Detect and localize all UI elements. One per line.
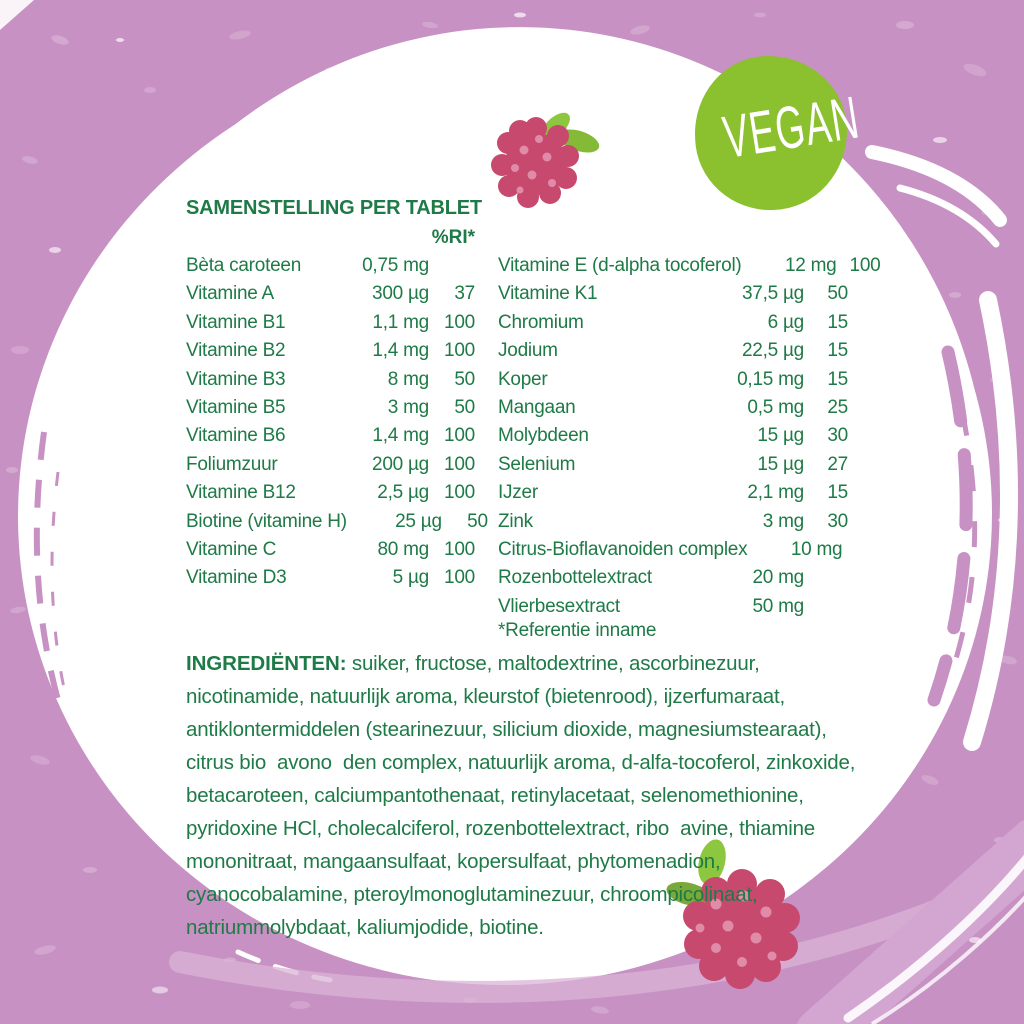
nutrient-name: Vitamine D3 (186, 567, 287, 589)
nutrient-rdi: 100 (444, 567, 475, 589)
table-row (498, 394, 848, 422)
nutrient-name: Jodium (498, 340, 558, 362)
nutrient-amount: 22,5 µg (741, 340, 804, 362)
nutrition-table-left (186, 252, 488, 593)
nutrient-amount: 1,1 mg (372, 311, 429, 333)
nutrient-name: Rozenbottelextract (498, 567, 652, 589)
nutrient-amount: 6 µg (767, 311, 804, 333)
nutrient-amount: 200 µg (372, 453, 429, 475)
nutrient-rdi: 100 (444, 311, 475, 333)
nutrient-name: Vitamine B1 (186, 311, 286, 333)
nutrient-name: Selenium (498, 453, 576, 475)
nutrient-name: Zink (498, 510, 533, 532)
nutrient-amount: 5 µg (392, 567, 429, 589)
nutrient-name: Citrus-Bioflavanoiden complex (498, 538, 748, 560)
ingredients-text: suiker, fructose, maltodextrine, ascorbinezuur, nicotinamide, natuurlijk aroma, kleurstof (bietenrood), ijzerfumaraat, antiklontermiddelen (stearinezuur, silicium dioxide, magnesiumstearaat), citrus bio avono den complex, natuurlijk aroma, d-alfa-tocoferol, zinkoxide, betacaroteen, calciumpantothenaat, retinylacetaat, selenomethionine, pyridoxine HCl, cholecalciferol, rozenbottelextract, ribo avine, thiamine mononitraat, mangaansulfaat, kopersulfaat, phytomenadion, cyanocobalamine, pteroylmonoglutaminezuur, chroompicolinaat, natriummolybdaat, kaliumjodide, biotine. (186, 652, 861, 939)
nutrient-name: Vitamine B3 (186, 368, 286, 390)
table-row (186, 536, 475, 564)
nutrient-name: IJzer (498, 482, 538, 504)
nutrient-rdi: 15 (827, 368, 848, 390)
corner-brush-sliver (0, 0, 34, 30)
nutrient-amount: 0,75 mg (362, 255, 429, 276)
table-row (186, 451, 475, 479)
nutrient-rdi: 50 (467, 510, 488, 532)
nutrient-amount: 300 µg (372, 283, 429, 305)
table-row (498, 508, 848, 536)
table-row (186, 366, 475, 394)
nutrient-rdi: 100 (849, 255, 881, 276)
table-row (186, 252, 475, 280)
nutrient-amount: 15 µg (757, 453, 804, 475)
nutrient-amount: 80 mg (377, 538, 429, 560)
table-row (186, 309, 475, 337)
nutrient-name: Vlierbesextract (498, 595, 620, 617)
nutrient-name: Mangaan (498, 396, 576, 418)
table-row (186, 394, 475, 422)
nutrient-name: Biotine (vitamine H) (186, 510, 347, 532)
table-row (498, 422, 848, 450)
nutrient-amount: 25 µg (395, 510, 442, 532)
nutrient-name: Vitamine E (d-alpha tocoferol) (498, 255, 742, 276)
table-row (186, 479, 475, 507)
nutrient-rdi: 15 (827, 340, 848, 362)
nutrient-amount: 50 mg (752, 595, 804, 617)
nutrient-name: Vitamine A (186, 283, 274, 305)
composition-title: SAMENSTELLING PER TABLET (186, 197, 482, 219)
nutrient-amount: 20 mg (752, 567, 804, 589)
nutrient-amount: 8 mg (387, 368, 429, 390)
nutrient-name: Foliumzuur (186, 453, 278, 475)
nutrient-rdi: 25 (827, 396, 848, 418)
nutrient-amount: 2,1 mg (747, 482, 804, 504)
nutrient-amount: 0,15 mg (737, 368, 804, 390)
nutrient-amount: 10 mg (790, 538, 843, 560)
table-row (498, 536, 848, 564)
nutrient-name: Chromium (498, 311, 584, 333)
nutrient-rdi: 30 (827, 510, 848, 532)
nutrient-name: Vitamine B5 (186, 396, 286, 418)
table-row (498, 564, 848, 592)
table-row (498, 252, 881, 280)
nutrient-rdi: 100 (444, 340, 475, 362)
nutrient-amount: 15 µg (757, 425, 804, 447)
nutrient-name: Vitamine B6 (186, 425, 286, 447)
ingredients-label: INGREDIËNTEN: (186, 652, 347, 675)
vegan-badge-label: VEGAN (718, 83, 865, 171)
nutrient-amount: 2,5 µg (377, 482, 429, 504)
nutrient-rdi: 50 (454, 396, 475, 418)
nutrient-name: Molybdeen (498, 425, 589, 447)
table-row (186, 422, 475, 450)
nutrient-amount: 1,4 mg (372, 340, 429, 362)
nutrient-name: Vitamine C (186, 538, 277, 560)
nutrition-table-right (498, 252, 881, 621)
nutrient-rdi (429, 252, 475, 280)
nutrient-name: Koper (498, 368, 548, 390)
nutrient-amount: 0,5 mg (747, 396, 804, 418)
table-row (498, 593, 848, 621)
nutrient-rdi: 15 (827, 482, 848, 504)
ingredients-paragraph (186, 647, 880, 944)
nutrient-name: Vitamine K1 (498, 283, 598, 305)
nutrient-name: Vitamine B12 (186, 482, 296, 504)
nutrient-rdi: 37 (454, 283, 475, 305)
nutrient-amount: 3 mg (387, 396, 429, 418)
nutrient-rdi: 100 (444, 453, 475, 475)
table-row (498, 479, 848, 507)
nutrient-rdi: 50 (454, 368, 475, 390)
table-row (186, 508, 488, 536)
nutrient-amount: 1,4 mg (372, 425, 429, 447)
reference-intake-footnote: *Referentie inname (498, 620, 657, 641)
nutrient-rdi: 100 (444, 538, 475, 560)
nutrient-rdi: 27 (827, 453, 848, 475)
nutrient-amount: 12 mg (784, 255, 837, 276)
table-row (498, 451, 848, 479)
nutrient-name: Bèta caroteen (186, 255, 302, 276)
nutrient-rdi (804, 593, 848, 621)
nutrient-name: Vitamine B2 (186, 340, 286, 362)
nutrient-amount: 3 mg (762, 510, 804, 532)
table-row (498, 309, 848, 337)
table-row (498, 366, 848, 394)
table-row (498, 337, 848, 365)
nutrient-rdi: 15 (827, 311, 848, 333)
table-row (498, 280, 848, 308)
table-row (186, 564, 475, 592)
nutrient-rdi: 100 (444, 425, 475, 447)
nutrient-rdi (842, 536, 886, 564)
nutrient-rdi: 30 (827, 425, 848, 447)
nutrient-rdi (804, 564, 848, 592)
nutrient-rdi: 50 (827, 283, 848, 305)
table-row (186, 280, 475, 308)
nutrient-rdi: 100 (444, 482, 475, 504)
rdi-column-header: %RI* (431, 227, 475, 248)
nutrient-amount: 37,5 µg (741, 283, 804, 305)
table-row (186, 337, 475, 365)
